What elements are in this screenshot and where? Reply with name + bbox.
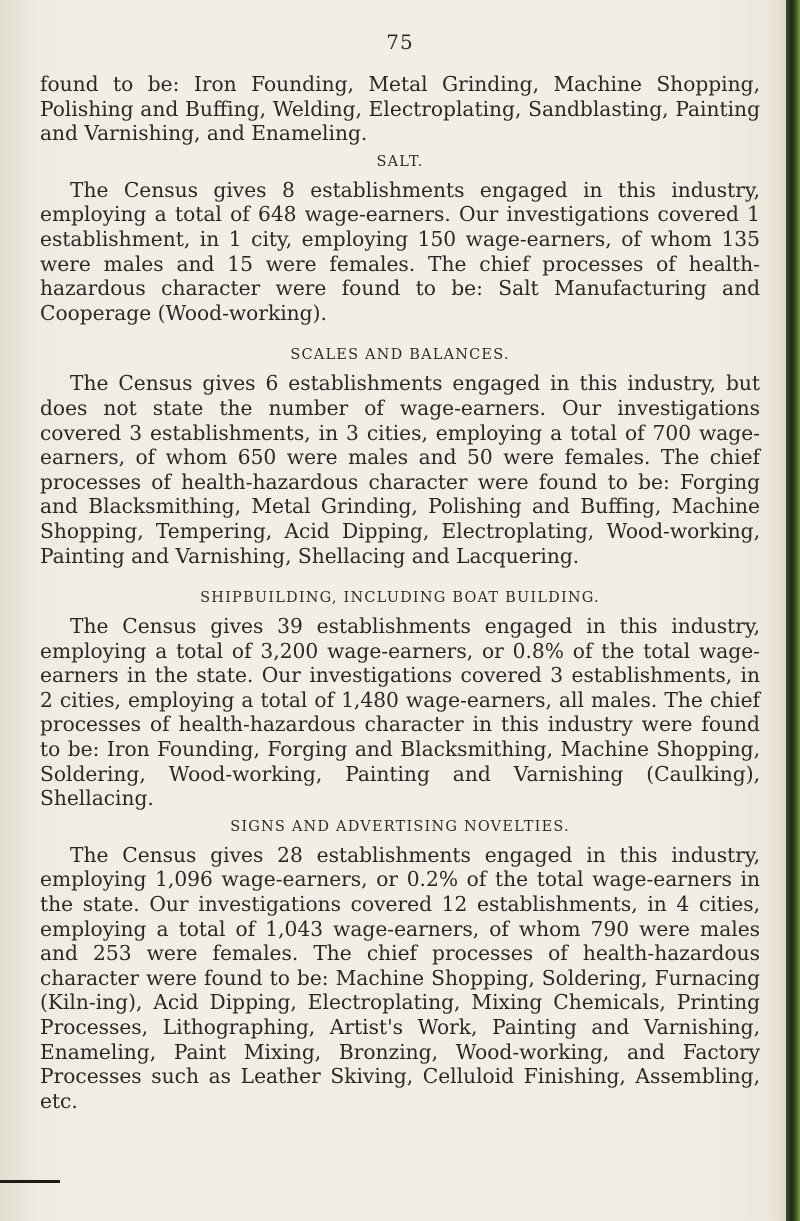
page-content: [40, 0, 760, 1221]
continuation-paragraph: found to be: Iron Founding, Metal Grinding, Machine Shopping, Polishing and Buffing, Welding, Electroplating, Sandblasting, Painting and Varnishing, and Enameling.: [40, 72, 760, 146]
section-heading-scales: SCALES AND BALANCES.: [290, 347, 510, 364]
section-heading-signs: SIGNS AND ADVERTISING NOVELTIES.: [230, 818, 570, 835]
section-body-shipbuilding: The Census gives 39 establishments engaged in this industry, employing a total of 3,200 wage-earners, or 0.8% of the total wage-earners in the state. Our investigations covered 3 establishments, in 2 cities, employing a total of 1,480 wage-earners, all males. The chief processes of health-hazardous character in this industry were found to be: Iron Founding, Forging and Blacksmithing, Machine Shopping, Soldering, Wood-working, Painting and Varnishing (Caulking), Shellacing.: [40, 614, 760, 811]
page-number: 75: [386, 30, 414, 54]
section-heading-salt: SALT.: [376, 153, 424, 170]
section-heading-shipbuilding: SHIPBUILDING, INCLUDING BOAT BUILDING.: [200, 590, 600, 607]
section-body-signs: The Census gives 28 establishments engaged in this industry, employing 1,096 wage-earners, or 0.2% of the total wage-earners in the state. Our investigations covered 12 establishments, in 4 cities, employing a total of 1,043 wage-earners, of whom 790 were males and 253 were females. The chief processes of health-hazardous character were found to be: Machine Shopping, Soldering, Furnacing (Kiln-ing), Acid Dipping, Electroplating, Mixing Chemicals, Printing Processes, Lithographing, Artist's Work, Painting and Varnishing, Enameling, Paint Mixing, Bronzing, Wood-working, and Factory Processes such as Leather Skiving, Celluloid Finishing, Assembling, etc.: [40, 842, 760, 1113]
section-body-scales: The Census gives 6 establishments engaged in this industry, but does not state the number of wage-earners. Our investigations covered 3 establishments, in 3 cities, employing a total of 700 wage-earners, of whom 650 were males and 50 were females. The chief processes of health-hazardous character were found to be: Forging and Blacksmithing, Metal Grinding, Polishing and Buffing, Machine Shopping, Tempering, Acid Dipping, Electroplating, Wood-working, Painting and Varnishing, Shellacing and Lacquering.: [40, 371, 760, 568]
binding-edge: [786, 0, 800, 1221]
body-text: [40, 72, 760, 1113]
section-body-salt: The Census gives 8 establishments engaged in this industry, employing a total of 648 wage-earners. Our investigations covered 1 establishment, in 1 city, employing 150 wage-earners, of whom 135 were males and 15 were females. The chief processes of health-hazardous character were found to be: Salt Manufacturing and Cooperage (Wood-working).: [40, 177, 760, 325]
